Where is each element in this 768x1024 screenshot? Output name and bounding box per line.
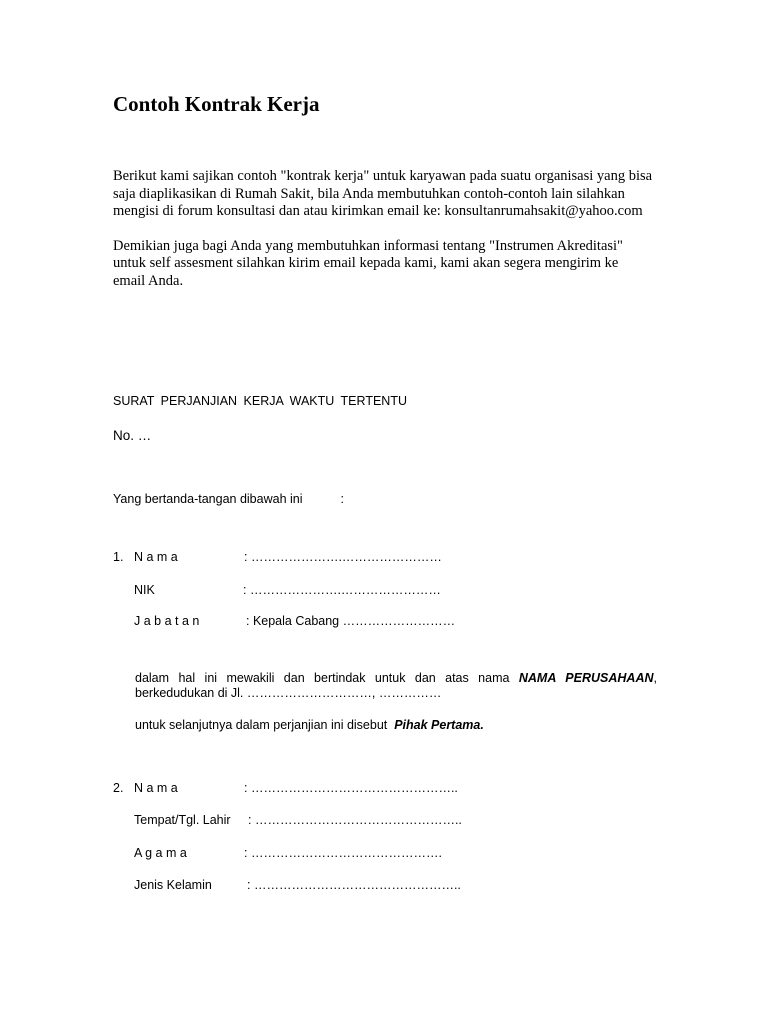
signed-intro	[113, 492, 344, 506]
intro-section	[113, 168, 653, 290]
company-comma: ,	[653, 671, 657, 685]
party-2-name-label: N a m a	[134, 781, 178, 795]
intro-paragraph-1: Berikut kami sajikan contoh "kontrak kerja" untuk karyawan pada suatu organisasi yang bisa saja diaplikasikan di Rumah Sakit, bila Anda membutuhkan contoh-contoh lain silahkan mengisi di forum konsultasi dan atau kirimkan email ke: konsultanrumahsakit@yahoo.com	[113, 168, 653, 219]
company-name: NAMA PERUSAHAAN	[518, 671, 654, 685]
party-1-representation-line-2: berkedudukan di Jl. …………………………, ……………	[135, 686, 442, 700]
party-1-designation	[135, 718, 484, 732]
contract-number: No. …	[113, 428, 152, 443]
representation-text: dalam hal ini mewakili dan bertindak untuk dan atas nama	[135, 671, 510, 685]
signed-intro-text: Yang bertanda-tangan dibawah ini	[113, 492, 303, 506]
party-2-gender-value: : …………………………………………..	[247, 878, 461, 892]
intro-paragraph-2: Demikian juga bagi Anda yang membutuhkan informasi tentang "Instrumen Akreditasi" untuk self assesment silahkan kirim email kepada kami, kami akan segera mengirim ke email Anda.	[113, 237, 623, 289]
party-1-number: 1.	[113, 550, 124, 564]
party-1-name-label: N a m a	[134, 550, 178, 564]
designation-text: untuk selanjutnya dalam perjanjian ini disebut	[135, 718, 388, 732]
party-1-position-label: J a b a t a n	[134, 614, 200, 628]
party-1-name-value: : ………………….……………………	[244, 550, 442, 564]
party-2-number: 2.	[113, 781, 124, 795]
party-1-representation-line-1	[135, 671, 657, 685]
document-title: Contoh Kontrak Kerja	[113, 92, 320, 116]
party-2-birth-value: : …………………………………………..	[248, 813, 462, 827]
contract-heading: SURAT PERJANJIAN KERJA WAKTU TERTENTU	[113, 394, 407, 408]
designation-name: Pihak Pertama.	[394, 718, 484, 732]
party-2-religion-value: : ……………………………………….	[244, 846, 442, 860]
party-2-name-value: : …………………………………………..	[244, 781, 458, 795]
party-1-position-value: : Kepala Cabang ………………………	[246, 614, 456, 628]
party-1-nik-label: NIK	[134, 583, 155, 597]
party-2-religion-label: A g a m a	[134, 846, 187, 860]
party-2-birth-label: Tempat/Tgl. Lahir	[134, 813, 231, 827]
signed-intro-colon: :	[340, 492, 344, 506]
party-1-nik-value: : ………………….……………………	[243, 583, 441, 597]
party-2-gender-label: Jenis Kelamin	[134, 878, 212, 892]
